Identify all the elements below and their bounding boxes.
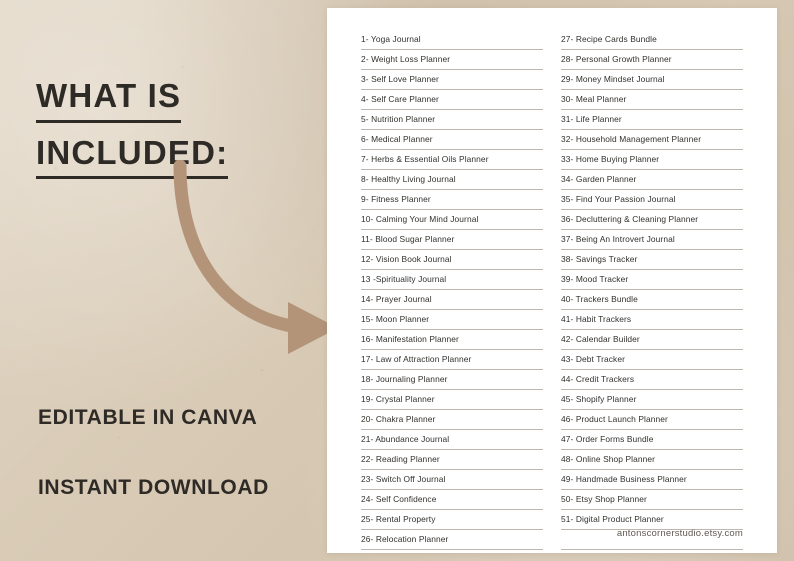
list-item: 12- Vision Book Journal xyxy=(361,250,543,270)
list-item: 35- Find Your Passion Journal xyxy=(561,190,743,210)
list-item: 45- Shopify Planner xyxy=(561,390,743,410)
product-list-columns xyxy=(361,30,743,550)
list-item: 30- Meal Planner xyxy=(561,90,743,110)
list-item: 42- Calendar Builder xyxy=(561,330,743,350)
list-item: 39- Mood Tracker xyxy=(561,270,743,290)
list-item: 36- Decluttering & Cleaning Planner xyxy=(561,210,743,230)
list-item: 28- Personal Growth Planner xyxy=(561,50,743,70)
list-item: 7- Herbs & Essential Oils Planner xyxy=(361,150,543,170)
product-list-column-right xyxy=(552,30,743,550)
list-item: 22- Reading Planner xyxy=(361,450,543,470)
list-item: 19- Crystal Planner xyxy=(361,390,543,410)
list-item: 16- Manifestation Planner xyxy=(361,330,543,350)
list-item: 24- Self Confidence xyxy=(361,490,543,510)
list-item: 5- Nutrition Planner xyxy=(361,110,543,130)
list-item: 2- Weight Loss Planner xyxy=(361,50,543,70)
list-item: 41- Habit Trackers xyxy=(561,310,743,330)
list-item: 49- Handmade Business Planner xyxy=(561,470,743,490)
subtitle-editable: EDITABLE IN CANVA xyxy=(38,406,258,429)
list-item: 25- Rental Property xyxy=(361,510,543,530)
list-item: 8- Healthy Living Journal xyxy=(361,170,543,190)
list-item: 27- Recipe Cards Bundle xyxy=(561,30,743,50)
list-item: 31- Life Planner xyxy=(561,110,743,130)
list-item: 3- Self Love Planner xyxy=(361,70,543,90)
list-item: 11- Blood Sugar Planner xyxy=(361,230,543,250)
list-item: 9- Fitness Planner xyxy=(361,190,543,210)
list-item: 17- Law of Attraction Planner xyxy=(361,350,543,370)
list-item: 6- Medical Planner xyxy=(361,130,543,150)
list-item: 20- Chakra Planner xyxy=(361,410,543,430)
product-list-sheet xyxy=(327,8,777,553)
list-item: 10- Calming Your Mind Journal xyxy=(361,210,543,230)
list-item: 40- Trackers Bundle xyxy=(561,290,743,310)
list-item: 26- Relocation Planner xyxy=(361,530,543,550)
product-list-column-left xyxy=(361,30,552,550)
list-item: 13 -Spirituality Journal xyxy=(361,270,543,290)
list-item: 44- Credit Trackers xyxy=(561,370,743,390)
list-item: 51- Digital Product Planner xyxy=(561,510,743,530)
list-item: 50- Etsy Shop Planner xyxy=(561,490,743,510)
list-item: 34- Garden Planner xyxy=(561,170,743,190)
list-item: 29- Money Mindset Journal xyxy=(561,70,743,90)
list-item: 4- Self Care Planner xyxy=(361,90,543,110)
list-item: 15- Moon Planner xyxy=(361,310,543,330)
list-item: 46- Product Launch Planner xyxy=(561,410,743,430)
list-item: 38- Savings Tracker xyxy=(561,250,743,270)
left-panel xyxy=(0,0,330,561)
page-title-line-2: INCLUDED: xyxy=(36,131,228,180)
list-item: 43- Debt Tracker xyxy=(561,350,743,370)
list-item: 47- Order Forms Bundle xyxy=(561,430,743,450)
list-item: 33- Home Buying Planner xyxy=(561,150,743,170)
list-item: 18- Journaling Planner xyxy=(361,370,543,390)
shop-credit: antonscornerstudio.etsy.com xyxy=(616,528,743,539)
page-title-line-1: WHAT IS xyxy=(36,74,181,123)
subtitle-download: INSTANT DOWNLOAD xyxy=(38,476,269,499)
list-item: 14- Prayer Journal xyxy=(361,290,543,310)
list-item: 23- Switch Off Journal xyxy=(361,470,543,490)
list-item: 48- Online Shop Planner xyxy=(561,450,743,470)
list-item: 1- Yoga Journal xyxy=(361,30,543,50)
list-item: 32- Household Management Planner xyxy=(561,130,743,150)
list-item: 37- Being An Introvert Journal xyxy=(561,230,743,250)
list-item: 21- Abundance Journal xyxy=(361,430,543,450)
